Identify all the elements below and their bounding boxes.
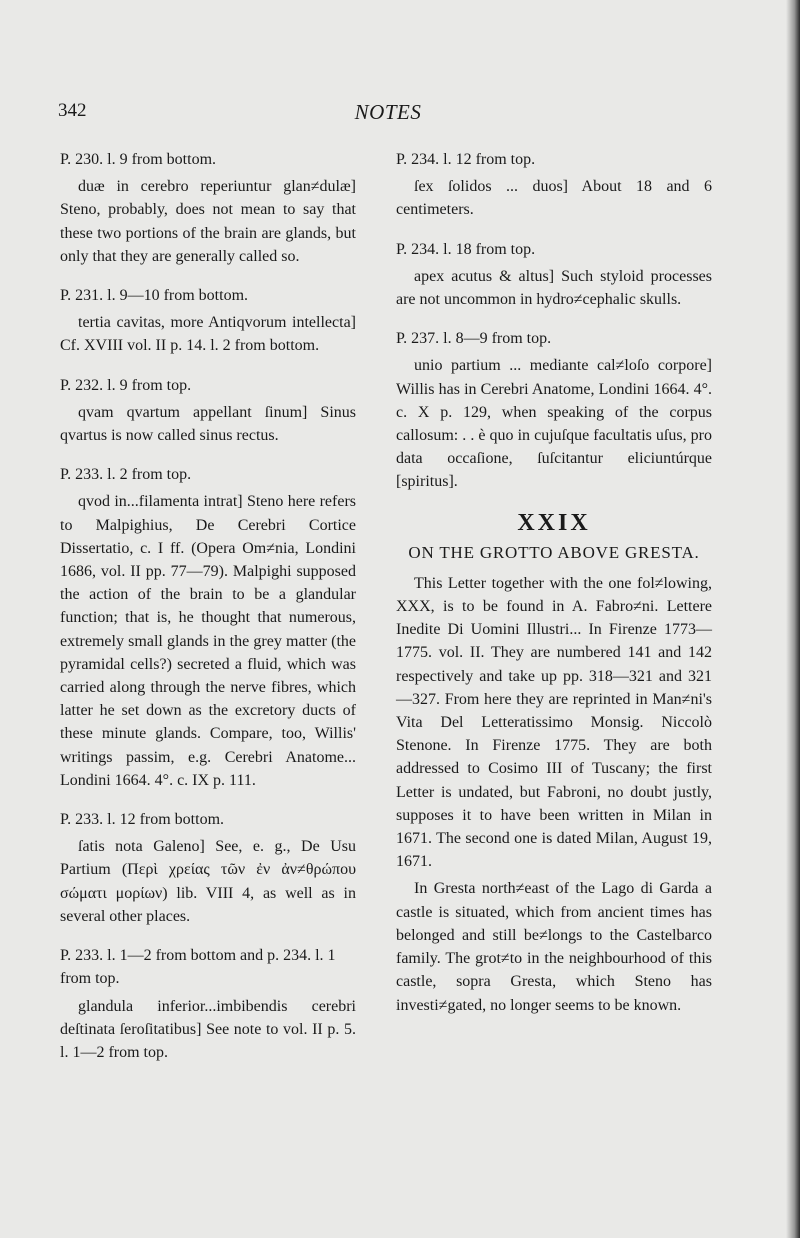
- note: [60, 808, 356, 928]
- note-reference: P. 237. l. 8—9 from top.: [396, 330, 552, 348]
- running-head: NOTES: [354, 100, 422, 124]
- note-reference: P. 230. l. 9 from bottom.: [60, 151, 217, 168]
- note-text: qvod in...filamenta intrat] Steno here refers to Malpighius, De Cerebri Cortice Dissertatio, c. I ff. (Opera Om≠nia, Londini 1686, vol. II pp. 77—79). Malpighi supposed the action of the brain to be a glandular function; that is, he thought that numerous, extremely small glands in the grey matter (the pyramidal cells?) secreted a fluid, which was carried along through the nerve fibres, which latter he set down as the excretory ducts of these minute glands. Compare, too, Willis' writings passim, e.g. Cerebri Anatome... Londini 1664. 4°. c. IX p. 111.: [60, 493, 356, 789]
- note-reference: P. 233. l. 1—2 from bottom and p. 234. l. 1 from top.: [60, 947, 336, 988]
- section-number: XXIX: [517, 509, 591, 536]
- note: [60, 944, 356, 1064]
- note: [60, 463, 356, 792]
- body-paragraph: This Letter together with the one fol≠lowing, XXX, is to be found in A. Fabro≠ni. Lettere Inedite Di Uomini Illustri... In Firenze 1773—1775. vol. II. They are numbered 141 and 142 respectively and take up pp. 318—321 and 321—327. From here they are reprinted in Man≠ni's Vita Del Letteratissimo Monsig. Niccolò Stenone. In Firenze 1775. They are both addressed to Cosimo III of Tuscany; the first Letter is undated, but Fabroni, no doubt justly, supposes it to have been written in Milan in 1671. The second one is dated Milan, August 19, 1671.: [396, 574, 712, 871]
- page-number: 342: [58, 100, 87, 121]
- body-paragraph: In Gresta north≠east of the Lago di Garda a castle is situated, which from ancient times has belonged and still be≠longs to the Castelbarco family. The grot≠to in the neighbourhood of this castle, sopra Gresta, which Steno has investi≠gated, no longer seems to be known.: [396, 880, 712, 1014]
- note-reference: P. 233. l. 2 from top.: [60, 466, 192, 484]
- note-text: duæ in cerebro reperiuntur glan≠dulæ] Steno, probably, does not mean to say that these two portions of the brain are glands, but only that they are generally called so.: [60, 178, 356, 265]
- note-text: unio partium ... mediante cal≠loſo corpore] Willis has in Cerebri Anatome, Londini 1664. 4°. c. X p. 129, when speaking of the corpus callosum: . . è quo in cujuſque facultatis uſus, pro data occaſione, ſuſcitantur eliciuntúrque [spiritus].: [396, 357, 712, 491]
- note-text: apex acutus & altus] Such styloid processes are not uncommon in hydro≠cephalic skulls.: [396, 267, 712, 309]
- note: [60, 284, 356, 358]
- note: [60, 148, 356, 268]
- section-title: ON THE GROTTO ABOVE GRESTA.: [408, 542, 700, 562]
- note-text: ſex ſolidos ... duos] About 18 and 6 centimeters.: [396, 178, 712, 219]
- page-edge-shadow: [786, 0, 800, 1238]
- note: [60, 374, 356, 448]
- note-reference: P. 233. l. 12 from bottom.: [60, 811, 225, 829]
- left-column: [60, 148, 356, 1080]
- note-reference: P. 231. l. 9—10 from bottom.: [60, 287, 249, 305]
- note-text: glandula inferior...imbibendis cerebri deſtinata ſeroſitatibus] See note to vol. II p. 5. l. 1—2 from top.: [60, 997, 356, 1061]
- note: [396, 148, 712, 222]
- note-reference: P. 234. l. 18 from top.: [396, 240, 536, 258]
- note-reference: P. 232. l. 9 from top.: [60, 376, 192, 394]
- note-text: tertia cavitas, more Antiqvorum intellecta] Cf. XVIII vol. II p. 14. l. 2 from bottom.: [60, 314, 356, 355]
- right-column: [396, 148, 712, 1017]
- note-reference: P. 234. l. 12 from top.: [396, 151, 536, 168]
- note: [396, 238, 712, 312]
- note-text: ſatis nota Galeno] See, e. g., De Usu Partium (Περὶ χρείας τῶν ἐν ἀν≠θρώπου σώματι μορίων) lib. VIII 4, as well as in several other places.: [60, 838, 356, 925]
- note-text: qvam qvartum appellant ſinum] Sinus qvartus is now called sinus rectus.: [60, 403, 356, 445]
- page-header: [58, 100, 718, 130]
- note: [396, 327, 712, 493]
